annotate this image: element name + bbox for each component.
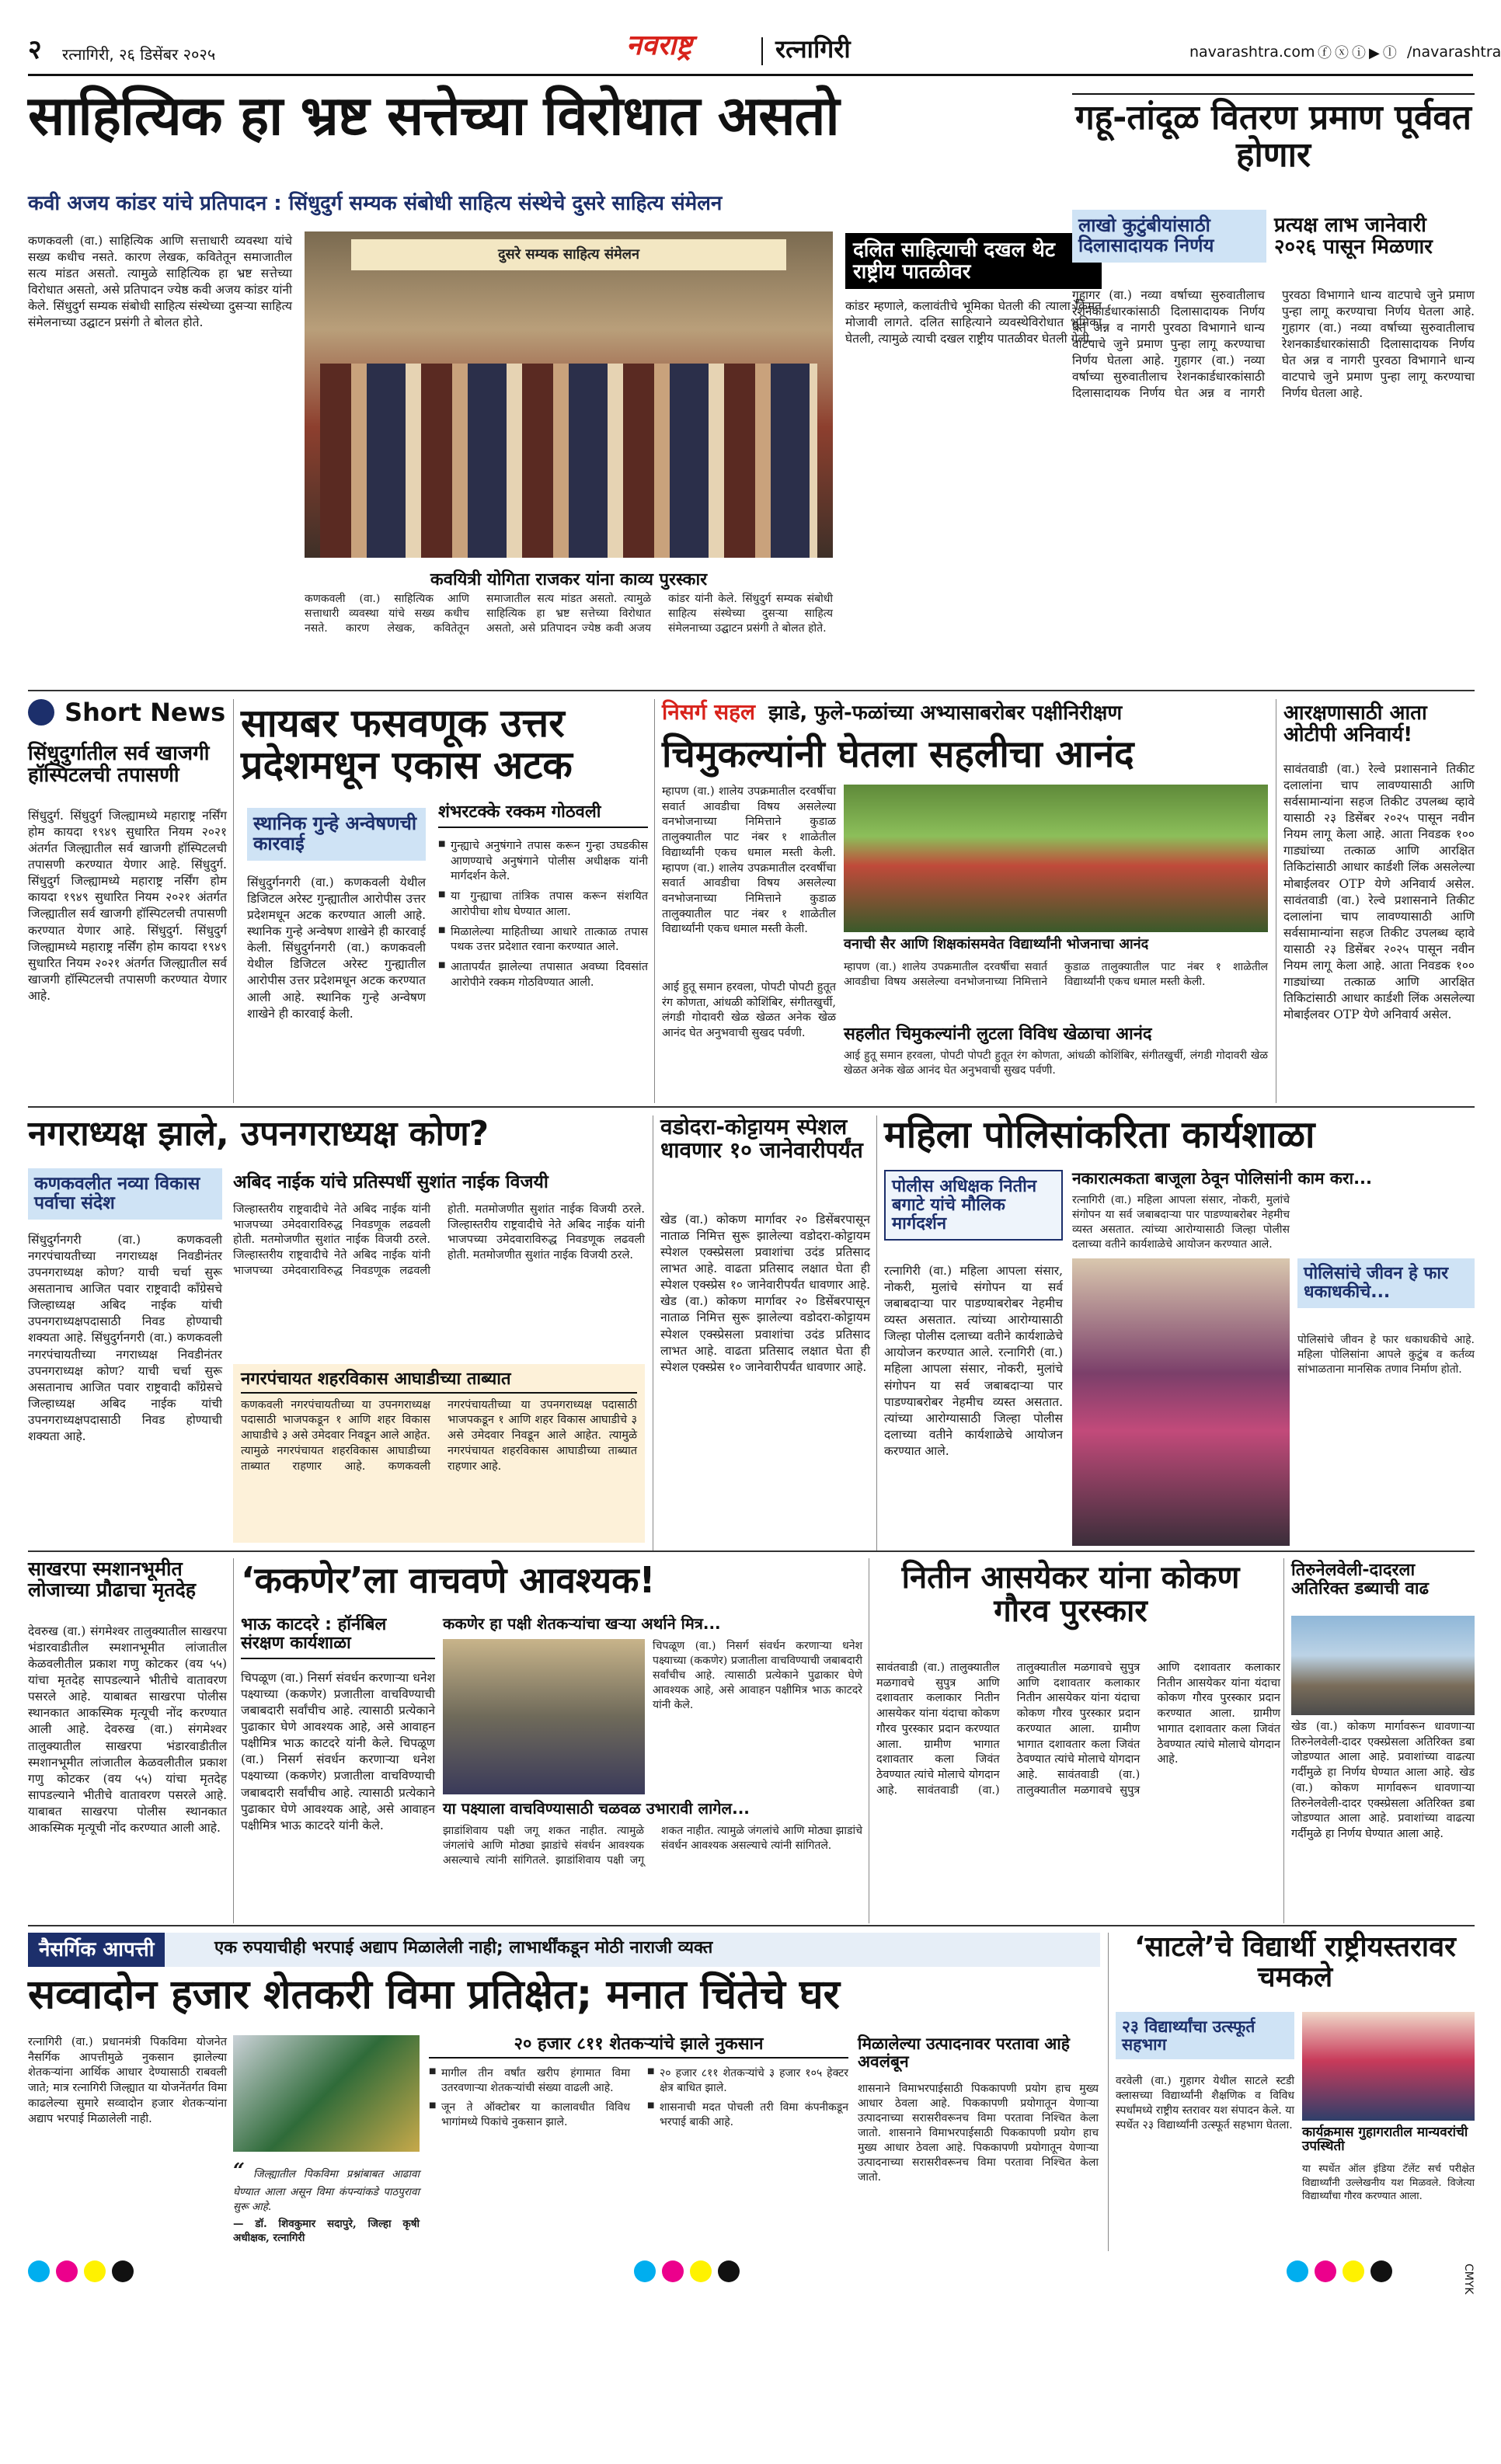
cyber-body: सिंधुदुर्गनगरी (वा.) कणकवली येथील डिजिटल अरेस्ट गुन्ह्यातील आरोपीस उत्तर प्रदेशमधून अटक करण्यात आली आहे. स्थानिक गुन्हे अन्वेषण शाखेने ही कारवाई केली. सिंधुदुर्गनगरी (वा.) कणकवली येथील डिजिटल अरेस्ट गुन्ह्यातील आरोपीस उत्तर प्रदेशमधून अटक करण्यात आली आहे. स्थानिक गुन्हे अन्वेषण शाखेने ही कारवाई केली. <box>247 875 426 1021</box>
disaster-box-title: २० हजार ८११ शेतकऱ्यांचे झाले नुकसान <box>429 2035 848 2059</box>
rule-2 <box>28 1106 1475 1108</box>
list-item: ■ मागील तीन वर्षांत खरीप हंगामात विमा उतरवणाऱ्या शेतकऱ्यांची संख्या वाढली आहे. <box>429 2066 630 2096</box>
mayor-side-body: सिंधुदुर्गनगरी (वा.) कणकवली नगरपंचायतीच्या नगराध्यक्ष निवडीनंतर उपनगराध्यक्ष कोण? याची चर्चा सुरू असतानाच आजित पवार राष्ट्रवादी काँग्रेसचे जिल्हाध्यक्ष अबिद नाईक यांची उपनगराध्यक्षपदासाठी निवड होण्याची शक्यता आहे. सिंधुदुर्गनगरी (वा.) कणकवली नगरपंचायतीच्या नगराध्यक्ष निवडीनंतर उपनगराध्यक्ष कोण? याची चर्चा सुरू असतानाच आजित पवार राष्ट्रवादी काँग्रेसचे जिल्हाध्यक्ष अबिद नाईक यांची उपनगराध्यक्षपदासाठी निवड होण्याची शक्यता आहे. <box>28 1233 222 1443</box>
edition-name: रत्नागिरी <box>775 34 851 64</box>
vrule-1 <box>233 699 234 1103</box>
x-icon[interactable]: ⓧ <box>1335 45 1352 61</box>
list-item: ■ जून ते ऑक्टोबर या कालावधीत विविध भागांमध्ये पिकांचे नुकसान झाले. <box>429 2100 630 2130</box>
list-item: ■ या गुन्ह्याचा तांत्रिक तपास करून संशयित आरोपीचा शोध घेण्यात आला. <box>438 889 648 920</box>
police-body-2: रत्नागिरी (वा.) महिला आपला संसार, नोकरी, मुलांचे संगोपन या सर्व जबाबदाऱ्या पार पाडण्याबरोबर नेहमीच व्यस्त असतात. त्यांच्या आरोग्यासाठी जिल्हा पोलीस दलाच्या वतीने कार्यशाळेचे आयोजन करण्यात आले. <box>1072 1194 1290 1251</box>
disaster-bullets <box>429 2066 848 2245</box>
satale-sub: २३ विद्यार्थ्यांचा उत्स्फूर्त सहभाग <box>1116 2012 1294 2059</box>
satale-body: वरवेली (वा.) गुहागर येथील साटले स्टडी क्लासच्या विद्यार्थ्यांनी शैक्षणिक व विविध स्पर्धांमध्ये राष्ट्रीय स्तरावर यश संपादन केले. या स्पर्धेत २३ विद्यार्थ्यांनी उत्स्फूर्त सहभाग घेतला. <box>1116 2075 1294 2132</box>
registration-marks-center <box>634 2260 746 2285</box>
disaster-quote: “ जिल्ह्यातील पिकविमा प्रश्नांबाबत आढावा घेण्यात आला असून विमा कंपन्यांकडे पाठपुरावा सुरू आहे. — डॉ. शिवकुमार सदापुरे, जिल्हा कृषी अधीक्षक, रत्नागिरी <box>233 2159 420 2245</box>
kakner-body-2: चिपळूण (वा.) निसर्ग संवर्धन करणाऱ्या धनेश पक्ष्याच्या (ककणेर) प्रजातीला वाचविण्याची जबाबदारी सर्वांचीच आहे. त्यासाठी प्रत्येकाने पुढाकार घेणे आवश्यक आहे, असे आवाहन पक्षीमित्र भाऊ काटदरे यांनी केले. <box>653 1640 862 1712</box>
edition-divider <box>761 37 763 65</box>
list-item: ■ गुन्ह्याचे अनुषंगाने तपास करून गुन्हा उघडकीस आणण्याचे अनुषंगाने पोलीस अधीक्षक यांनी मार्गदर्शन केले. <box>438 839 648 885</box>
lead-headline: साहित्यिक हा भ्रष्ट सत्तेच्या विरोधात असतो <box>28 84 839 148</box>
magenta-dot <box>56 2260 78 2282</box>
short-news-label: Short News <box>28 699 227 735</box>
kakner-box-body: झाडांशिवाय पक्षी जगू शकत नाहीत. त्यामुळे जंगलांचे आणि मोठ्या झाडांचे संवर्धन आवश्यक असल्याचे त्यांनी सांगितले. झाडांशिवाय पक्षी जगू शकत नाहीत. त्यामुळे जंगलांचे आणि मोठ्या झाडांचे संवर्धन आवश्यक असल्याचे त्यांनी सांगितले. <box>443 1825 862 1867</box>
mayor-body: जिल्हास्तरीय राष्ट्रवादीचे नेते अबिद नाईक यांनी भाजपच्या उमेदवाराविरुद्ध निवडणूक लढवली होती. मतमोजणीत सुशांत नाईक विजयी ठरले. जिल्हास्तरीय राष्ट्रवादीचे नेते अबिद नाईक यांनी भाजपच्या उमेदवाराविरुद्ध निवडणूक लढवली होती. मतमोजणीत सुशांत नाईक विजयी ठरले. जिल्हास्तरीय राष्ट्रवादीचे नेते अबिद नाईक यांनी भाजपच्या उमेदवाराविरुद्ध निवडणूक लढवली होती. मतमोजणीत सुशांत नाईक विजयी ठरले. <box>233 1203 645 1277</box>
nature-kicker: झाडे, फुले-फळांच्या अभ्यासाबरोबर पक्षीनिरीक्षण <box>768 701 1123 725</box>
cemetery-body: देवरुख (वा.) संगमेश्वर तालुक्यातील साखरपा भंडारवाडीतील स्मशानभूमीत लांजातील केळवलीतील प्रकाश गणु कोटकर (वय ५५) यांचा मृतदेह सापडल्याने भीतीचे वातावरण पसरले आहे. याबाबत साखरपा पोलीस स्थानकात आकस्मिक मृत्यूची नोंद करण्यात आली आहे. देवरुख (वा.) संगमेश्वर तालुक्यातील साखरपा भंडारवाडीतील स्मशानभूमीत लांजातील केळवलीतील प्रकाश गणु कोटकर (वय ५५) यांचा मृतदेह सापडल्याने भीतीचे वातावरण पसरले आहे. याबाबत साखरपा पोलीस स्थानकात आकस्मिक मृत्यूची नोंद करण्यात आली आहे. <box>28 1624 227 1835</box>
nature-body-2: आई हुतू समान हरवला, पोपटी पोपटी हुतूत रंग कोणता, आंधळी कोशिंबिर, संगीतखुर्ची, लंगडी गोदावरी खेळ खेळत अनेक खेळ आनंद घेत अनुभवाची सुखद पर्वणी. <box>662 981 836 1040</box>
lead-side-title: दलित साहित्याची दखल थेट राष्ट्रीय पातळीवर <box>845 233 1102 289</box>
linkedin-icon[interactable]: ⓛ <box>1382 45 1400 61</box>
short-news-icon <box>28 699 54 726</box>
coach-headline: तिरुनेलवेली-दादरला अतिरिक्त डब्याची वाढ <box>1291 1561 1429 1599</box>
rule-3 <box>28 1550 1475 1552</box>
cyber-headline: सायबर फसवणूक उत्तर प्रदेशमधून एकास अटक <box>241 701 573 788</box>
police-photo <box>1072 1258 1290 1546</box>
list-item: ■ आतापर्यंत झालेल्या तपासात अवघ्या दिवसांत आरोपीने रक्कम गोठविण्यात आली. <box>438 960 648 990</box>
disaster-col3-body: शासनाने विमाभरपाईसाठी पिककापणी प्रयोग हाच मुख्य आधार ठेवला आहे. पिककापणी प्रयोगातून येणाऱ्या उत्पादनाच्या सरासरीवरूनच विमा परतावा निश्चित केला जातो. शासनाने विमाभरपाईसाठी पिककापणी प्रयोग हाच मुख्य आधार ठेवला आहे. पिककापणी प्रयोगातून येणाऱ्या उत्पादनाच्या सरासरीवरूनच विमा परतावा निश्चित केला जातो. <box>858 2083 1099 2184</box>
express-body: खेड (वा.) कोकण मार्गावर २० डिसेंबरपासून नाताळ निमित्त सुरू झालेल्या वडोदरा-कोट्टायम स्पेशल एक्स्प्रेसला प्रवाशांचा उदंड प्रतिसाद लाभत आहे. वाढता प्रतिसाद लक्षात घेता ही स्पेशल एक्स्प्रेस १० जानेवारीपर्यंत धावणार आहे. खेड (वा.) कोकण मार्गावर २० डिसेंबरपासून नाताळ निमित्त सुरू झालेल्या वडोदरा-कोट्टायम स्पेशल एक्स्प्रेसला प्रवाशांचा उदंड प्रतिसाद लाभत आहे. वाढता प्रतिसाद लक्षात घेता ही स्पेशल एक्स्प्रेस १० जानेवारीपर्यंत धावणार आहे. <box>660 1213 870 1374</box>
award-headline: नितीन आसयेकर यांना कोकण गौरव पुरस्कार <box>901 1560 1240 1630</box>
cyan-dot <box>28 2260 50 2282</box>
website[interactable]: navarashtra.com <box>1189 44 1315 61</box>
cyan-dot <box>634 2260 656 2282</box>
otp-headline: आरक्षणासाठी आता ओटीपी अनिवार्य! <box>1283 701 1427 747</box>
mayor-box-title: नगरपंचायत शहरविकास आघाडीच्या ताब्यात <box>241 1370 637 1394</box>
registration-marks-right <box>1287 2260 1398 2285</box>
vrule-8 <box>1283 1558 1284 1923</box>
nature-photo-caption: वनाची सैर आणि शिक्षकांसमवेत विद्यार्थ्यांनी भोजनाचा आनंद <box>844 936 1149 952</box>
disaster-col3-title: मिळालेल्या उत्पादनावर परतावा आहे अवलंबून <box>858 2034 1070 2071</box>
cyber-bullets <box>438 839 648 1103</box>
registration-marks-left <box>28 2260 140 2285</box>
disaster-kicker: एक रुपयाचीही भरपाई अद्याप मिळालेली नाही; लाभार्थींकडून मोठी नाराजी व्यक्त <box>214 1938 713 1958</box>
police-body: रत्नागिरी (वा.) महिला आपला संसार, नोकरी, मुलांचे संगोपन या सर्व जबाबदाऱ्या पार पाडण्याबरोबर नेहमीच व्यस्त असतात. त्यांच्या आरोग्यासाठी जिल्हा पोलीस दलाच्या वतीने कार्यशाळेचे आयोजन करण्यात आले. रत्नागिरी (वा.) महिला आपला संसार, नोकरी, मुलांचे संगोपन या सर्व जबाबदाऱ्या पार पाडण्याबरोबर नेहमीच व्यस्त असतात. त्यांच्या आरोग्यासाठी जिल्हा पोलीस दलाच्या वतीने कार्यशाळेचे आयोजन करण्यात आले. <box>884 1264 1063 1458</box>
disaster-body: रत्नागिरी (वा.) प्रधानमंत्री पिकविमा योजनेत नैसर्गिक आपत्तीमुळे नुकसान झालेल्या शेतकऱ्यांना आर्थिक आधार देण्यासाठी राबवली जाते; मात्र रत्नागिरी जिल्ह्यात या योजनेंतर्गत विमा काढलेल्या सुमारे सव्वादोन हजार शेतकऱ्यांना अद्याप भरपाई मिळालेली नाही. <box>28 2036 227 2125</box>
youtube-icon[interactable]: ▶ <box>1369 45 1383 61</box>
nature-photo <box>844 785 1268 932</box>
masthead <box>28 30 1501 76</box>
yellow-dot <box>1343 2260 1364 2282</box>
nature-sub-title: सहलीत चिमुकल्यांनी लुटला विविध खेळाचा आनंद <box>844 1025 1152 1044</box>
lead-body: कणकवली (वा.) साहित्यिक आणि सत्ताधारी व्यवस्था यांचे सख्य कधीच नसते. कारण लेखक, कवितेतून समाजातील सत्य मांडत असतो. त्यामुळे साहित्यिक हा भ्रष्ट सत्तेच्या विरोधात असतो, असे प्रतिपादन ज्येष्ठ कवी अजय कांडर यांनी केले. सिंधुदुर्ग सम्यक संबोधी साहित्य संस्थेच्या दुसऱ्या साहित्य संमेलनाच्या उद्घाटन प्रसंगी ते बोलत होते. <box>28 234 292 330</box>
social-handle[interactable]: /navarashtra <box>1407 44 1501 61</box>
facebook-icon[interactable]: ⓕ <box>1318 45 1335 61</box>
nature-body: म्हापण (वा.) शालेय उपक्रमातील दरवर्षीचा सवार्त आवडीचा विषय असलेल्या वनभोजनाच्या निमित्ताने कुडाळ तालुक्यातील पाट नंबर १ शाळेतील विद्यार्थ्यांनी एकच धमाल मस्ती केली. म्हापण (वा.) शालेय उपक्रमातील दरवर्षीचा सवार्त आवडीचा विषय असलेल्या वनभोजनाच्या निमित्ताने कुडाळ तालुक्यातील पाट नंबर १ शाळेतील विद्यार्थ्यांनी एकच धमाल मस्ती केली. <box>662 785 836 936</box>
cemetery-headline: साखरपा स्मशानभूमीत लोजाच्या प्रौढाचा मृतदेह <box>28 1557 197 1601</box>
nature-headline: चिमुकल्यांनी घेतला सहलीचा आनंद <box>662 733 1134 776</box>
satale-photo <box>1302 2012 1475 2121</box>
disaster-photo <box>233 2035 420 2152</box>
people-silhouettes <box>320 364 817 558</box>
satale-photo-caption: कार्यक्रमास गुहागरातील मान्यवरांची उपस्थिती <box>1302 2125 1468 2155</box>
nature-sub-body: आई हुतू समान हरवला, पोपटी पोपटी हुतूत रंग कोणता, आंधळी कोशिंबिर, संगीतखुर्ची, लंगडी गोदावरी खेळ खेळत अनेक खेळ आनंद घेत अनुभवाची सुखद पर्वणी. <box>844 1049 1268 1077</box>
lead-continued: कणकवली (वा.) साहित्यिक आणि सत्ताधारी व्यवस्था यांचे सख्य कधीच नसते. कारण लेखक, कवितेतून समाजातील सत्य मांडत असतो. त्यामुळे साहित्यिक हा भ्रष्ट सत्तेच्या विरोधात असतो, असे प्रतिपादन ज्येष्ठ कवी अजय कांडर यांनी केले. सिंधुदुर्ग सम्यक संबोधी साहित्य संस्थेच्या दुसऱ्या साहित्य संमेलनाच्या उद्घाटन प्रसंगी ते बोलत होते. <box>305 593 833 635</box>
black-dot <box>112 2260 134 2282</box>
police-side-body: पोलिसांचे जीवन हे फार धकाधकीचे आहे. महिला पोलिसांना आपले कुटुंब व कर्तव्य सांभाळताना मानसिक तणाव निर्माण होतो. <box>1297 1334 1475 1376</box>
short-news-body: सिंधुदुर्ग. सिंधुदुर्ग जिल्ह्यामध्ये महाराष्ट्र नर्सिंग होम कायदा १९४९ सुधारित नियम २०२१ अंतर्गत जिल्ह्यातील सर्व खाजगी हॉस्पिटलची तपासणी करण्यात येणार आहे. सिंधुदुर्ग. सिंधुदुर्ग जिल्ह्यामध्ये महाराष्ट्र नर्सिंग होम कायदा १९४९ सुधारित नियम २०२१ अंतर्गत जिल्ह्यातील सर्व खाजगी हॉस्पिटलची तपासणी करण्यात येणार आहे. सिंधुदुर्ग. सिंधुदुर्ग जिल्ह्यामध्ये महाराष्ट्र नर्सिंग होम कायदा १९४९ सुधारित नियम २०२१ अंतर्गत जिल्ह्यातील सर्व खाजगी हॉस्पिटलची तपासणी करण्यात येणार आहे. <box>28 809 227 1003</box>
express-headline: वडोदरा-कोट्टायम स्पेशल धावणार १० जानेवारीपर्यंत <box>660 1114 863 1164</box>
short-news-title: सिंधुदुर्गातील सर्व खाजगी हॉस्पिटलची तपासणी <box>28 742 210 788</box>
disaster-label: नैसर्गिक आपत्ती <box>28 1933 165 1967</box>
nature-kicker-row <box>662 701 1268 732</box>
cyber-sidebar-title: स्थानिक गुन्हे अन्वेषणची कारवाई <box>247 808 426 861</box>
disaster-headline: सव्वादोन हजार शेतकरी विमा प्रतिक्षेत; मनात चिंतेचे घर <box>28 1972 840 2018</box>
grain-headline: गहू-तांदूळ वितरण प्रमाण पूर्ववत होणार <box>1072 93 1475 173</box>
page-date: रत्नागिरी, २६ डिसेंबर २०२५ <box>62 45 216 64</box>
page-number: २ <box>28 34 42 65</box>
kakner-headline: ‘ककणेर’ला वाचवणे आवश्यक! <box>241 1559 656 1601</box>
cyber-box-title: शंभरटक्के रक्कम गोठवली <box>438 803 648 828</box>
police-headline: महिला पोलिसांकरिता कार्यशाळा <box>884 1113 1315 1157</box>
mayor-box <box>233 1364 645 1543</box>
grain-kicker: प्रत्यक्ष लाभ जानेवारी २०२६ पासून मिळणार <box>1274 214 1433 259</box>
police-side-title: पोलिसांचे जीवन हे फार धकाधकीचे... <box>1297 1258 1475 1308</box>
lead-photo <box>305 231 833 558</box>
lead-subhead: कवी अजय कांडर यांचे प्रतिपादन : सिंधुदुर्ग सम्यक संबोधी साहित्य संस्थेचे दुसरे साहित्य संमेलन <box>28 192 723 215</box>
social-icons <box>1318 42 1400 62</box>
nature-tag: निसर्ग सहल <box>662 699 756 725</box>
cyan-dot <box>1287 2260 1308 2282</box>
vrule-2 <box>654 699 655 1103</box>
black-dot <box>718 2260 740 2282</box>
satale-photo-body: या स्पर्धेत ऑल इंडिया टॅलेंट सर्च परीक्षेत विद्यार्थ्यांनी उल्लेखनीय यश मिळवले. विजेत्या विद्यार्थ्यांचा गौरव करण्यात आला. <box>1302 2163 1475 2203</box>
quote-by: — डॉ. शिवकुमार सदापुरे, जिल्हा कृषी अधीक्षक, रत्नागिरी <box>233 2218 420 2245</box>
otp-body: सावंतवाडी (वा.) रेल्वे प्रशासनाने तिकीट दलालांना चाप लावण्यासाठी आणि सर्वसामान्यांना सहज तिकीट उपलब्ध व्हावे यासाठी २३ डिसेंबर २०२५ पासून नवीन नियम लागू केला आहे. आता निवडक १०० गाड्यांच्या तत्काळ आणि आरक्षित तिकिटांसाठी आधार कार्डशी लिंक असलेल्या मोबाईलवर OTP येणे अनिवार्य असेल. सावंतवाडी (वा.) रेल्वे प्रशासनाने तिकीट दलालांना चाप लावण्यासाठी आणि सर्वसामान्यांना सहज तिकीट उपलब्ध व्हावे यासाठी २३ डिसेंबर २०२५ पासून नवीन नियम लागू केला आहे. आता निवडक १०० गाड्यांच्या तत्काळ आणि आरक्षित तिकिटांसाठी आधार कार्डशी लिंक असलेल्या मोबाईलवर OTP येणे अनिवार्य असेल. <box>1283 762 1475 1022</box>
kakner-sub: भाऊ काटदरे : हॉर्नबिल संरक्षण कार्यशाळा <box>241 1616 435 1659</box>
kakner-photo-caption: ककणेर हा पक्षी शेतकऱ्यांचा खऱ्या अर्थाने मित्र... <box>443 1614 721 1633</box>
mayor-headline: नगराध्यक्ष झाले, उपनगराध्यक्ष कोण? <box>28 1114 489 1154</box>
quote-icon: “ <box>233 2159 245 2183</box>
footer-registration <box>28 2260 1475 2295</box>
list-item: ■ मिळालेल्या माहितीच्या आधारे तात्काळ तपास पथक उत्तर प्रदेशात रवाना करण्यात आले. <box>438 925 648 955</box>
award-body: सावंतवाडी (वा.) तालुक्यातील मळगावचे सुपुत्र आणि दशावतार कलाकार नितीन आसयेकर यांना यंदाचा कोकण गौरव पुरस्कार प्रदान करण्यात आला. ग्रामीण भागात दशावतार कला जिवंत ठेवण्यात त्यांचे मोलाचे योगदान आहे. सावंतवाडी (वा.) तालुक्यातील मळगावचे सुपुत्र आणि दशावतार कलाकार नितीन आसयेकर यांना यंदाचा कोकण गौरव पुरस्कार प्रदान करण्यात आला. ग्रामीण भागात दशावतार कला जिवंत ठेवण्यात त्यांचे मोलाचे योगदान आहे. सावंतवाडी (वा.) तालुक्यातील मळगावचे सुपुत्र आणि दशावतार कलाकार नितीन आसयेकर यांना यंदाचा कोकण गौरव पुरस्कार प्रदान करण्यात आला. ग्रामीण भागात दशावतार कला जिवंत ठेवण्यात त्यांचे मोलाचे योगदान आहे. <box>876 1662 1280 1797</box>
mayor-box-body: कणकवली नगरपंचायतीच्या या उपनगराध्यक्ष पदासाठी भाजपकडून १ आणि शहर विकास आघाडीचे ३ असे उमेदवार निवडून आले आहेत. त्यामुळे नगरपंचायत शहरविकास आघाडीच्या ताब्यात राहणार आहे. कणकवली नगरपंचायतीच्या या उपनगराध्यक्ष पदासाठी भाजपकडून १ आणि शहर विकास आघाडीचे ३ असे उमेदवार निवडून आले आहेत. त्यामुळे नगरपंचायत शहरविकास आघाडीच्या ताब्यात राहणार आहे. <box>241 1398 637 1473</box>
photo-banner: दुसरे सम्यक साहित्य संमेलन <box>351 239 786 270</box>
yellow-dot <box>690 2260 712 2282</box>
instagram-icon[interactable]: ⓘ <box>1352 45 1369 61</box>
mayor-sub-headline: अबिद नाईक यांचे प्रतिस्पर्धी सुशांत नाईक विजयी <box>233 1172 549 1192</box>
black-dot <box>1370 2260 1392 2282</box>
list-item: ■ शासनाची मदत पोचली तरी विमा कंपनीकडून भरपाई बाकी आहे. <box>647 2100 848 2130</box>
grain-sub: लाखो कुटुंबीयांसाठी दिलासादायक निर्णय <box>1072 210 1266 263</box>
rule-1 <box>28 690 1475 691</box>
vrule-5 <box>876 1115 877 1550</box>
list-item: ■ २० हजार ८११ शेतकऱ्यांचे ३ हजार १०५ हेक्टर क्षेत्र बाधित झाले. <box>647 2066 848 2096</box>
police-box-title: पोलीस अधिक्षक नितीन बगाटे यांचे मौलिक मार्गदर्शन <box>884 1170 1063 1241</box>
brand-logo: नवराष्ट्र <box>626 30 693 61</box>
kakner-box-title: या पक्ष्याला वाचविण्यासाठी चळवळ उभारावी लागेल... <box>443 1799 750 1818</box>
police-sub: नकारात्मकता बाजूला ठेवून पोलिसांनी काम करा... <box>1072 1169 1373 1188</box>
nature-continued: म्हापण (वा.) शालेय उपक्रमातील दरवर्षीचा सवार्त आवडीचा विषय असलेल्या वनभोजनाच्या निमित्ताने कुडाळ तालुक्यातील पाट नंबर १ शाळेतील विद्यार्थ्यांनी एकच धमाल मस्ती केली. <box>844 961 1268 989</box>
lead-photo-caption: कवयित्री योगिता राजकर यांना काव्य पुरस्कार <box>305 564 833 593</box>
disaster-label-bar <box>28 1933 1100 1967</box>
yellow-dot <box>84 2260 106 2282</box>
lead-side-body: कांडर म्हणाले, कलावंतीचे भूमिका घेतली की त्याला किंमत मोजावी लागते. दलित साहित्याने व्यवस्थेविरोधात भूमिका घेतली, त्यामुळे त्याची दखल राष्ट्रीय पातळीवर घेतली गेली. <box>845 299 1102 346</box>
coach-photo <box>1291 1616 1475 1715</box>
grain-body: गुहागर (वा.) नव्या वर्षाच्या सुरुवातीलाच रेशनकार्डधारकांसाठी दिलासादायक निर्णय घेत अन्न व नागरी पुरवठा विभागाने धान्य वाटपाचे जुने प्रमाण पुन्हा लागू करण्याचा निर्णय घेतला आहे. गुहागर (वा.) नव्या वर्षाच्या सुरुवातीलाच रेशनकार्डधारकांसाठी दिलासादायक निर्णय घेत अन्न व नागरी पुरवठा विभागाने धान्य वाटपाचे जुने प्रमाण पुन्हा लागू करण्याचा निर्णय घेतला आहे. गुहागर (वा.) नव्या वर्षाच्या सुरुवातीलाच रेशनकार्डधारकांसाठी दिलासादायक निर्णय घेत अन्न व नागरी पुरवठा विभागाने धान्य वाटपाचे जुने प्रमाण पुन्हा लागू करण्याचा निर्णय घेतला आहे. <box>1072 288 1475 401</box>
mayor-side-title: कणकवलीत नव्या विकास पर्वाचा संदेश <box>28 1168 222 1220</box>
rule-4 <box>28 1925 1475 1926</box>
kakner-photo <box>443 1639 645 1794</box>
satale-headline: ‘साटले’चे विद्यार्थी राष्ट्रीयस्तरावर चमकले <box>1134 1931 1456 1993</box>
kakner-body: चिपळूण (वा.) निसर्ग संवर्धन करणाऱ्या धनेश पक्ष्याच्या (ककणेर) प्रजातीला वाचविण्याची जबाबदारी सर्वांचीच आहे. त्यासाठी प्रत्येकाने पुढाकार घेणे आवश्यक आहे, असे आवाहन पक्षीमित्र भाऊ काटदरे यांनी केले. चिपळूण (वा.) निसर्ग संवर्धन करणाऱ्या धनेश पक्ष्याच्या (ककणेर) प्रजातीला वाचविण्याची जबाबदारी सर्वांचीच आहे. त्यासाठी प्रत्येकाने पुढाकार घेणे आवश्यक आहे, असे आवाहन पक्षीमित्र भाऊ काटदरे यांनी केले. <box>241 1671 435 1832</box>
vrule-6 <box>233 1558 234 1923</box>
cmyk-label: CMYK <box>1462 2264 1475 2295</box>
magenta-dot <box>662 2260 684 2282</box>
vrule-9 <box>1108 1933 1109 2251</box>
magenta-dot <box>1315 2260 1336 2282</box>
coach-body: खेड (वा.) कोकण मार्गावरून धावणाऱ्या तिरुनेलवेली-दादर एक्स्प्रेसला अतिरिक्त डबा जोडण्यात आला आहे. प्रवाशांच्या वाढत्या गर्दीमुळे हा निर्णय घेण्यात आला आहे. खेड (वा.) कोकण मार्गावरून धावणाऱ्या तिरुनेलवेली-दादर एक्स्प्रेसला अतिरिक्त डबा जोडण्यात आला आहे. प्रवाशांच्या वाढत्या गर्दीमुळे हा निर्णय घेण्यात आला आहे. <box>1291 1721 1475 1841</box>
